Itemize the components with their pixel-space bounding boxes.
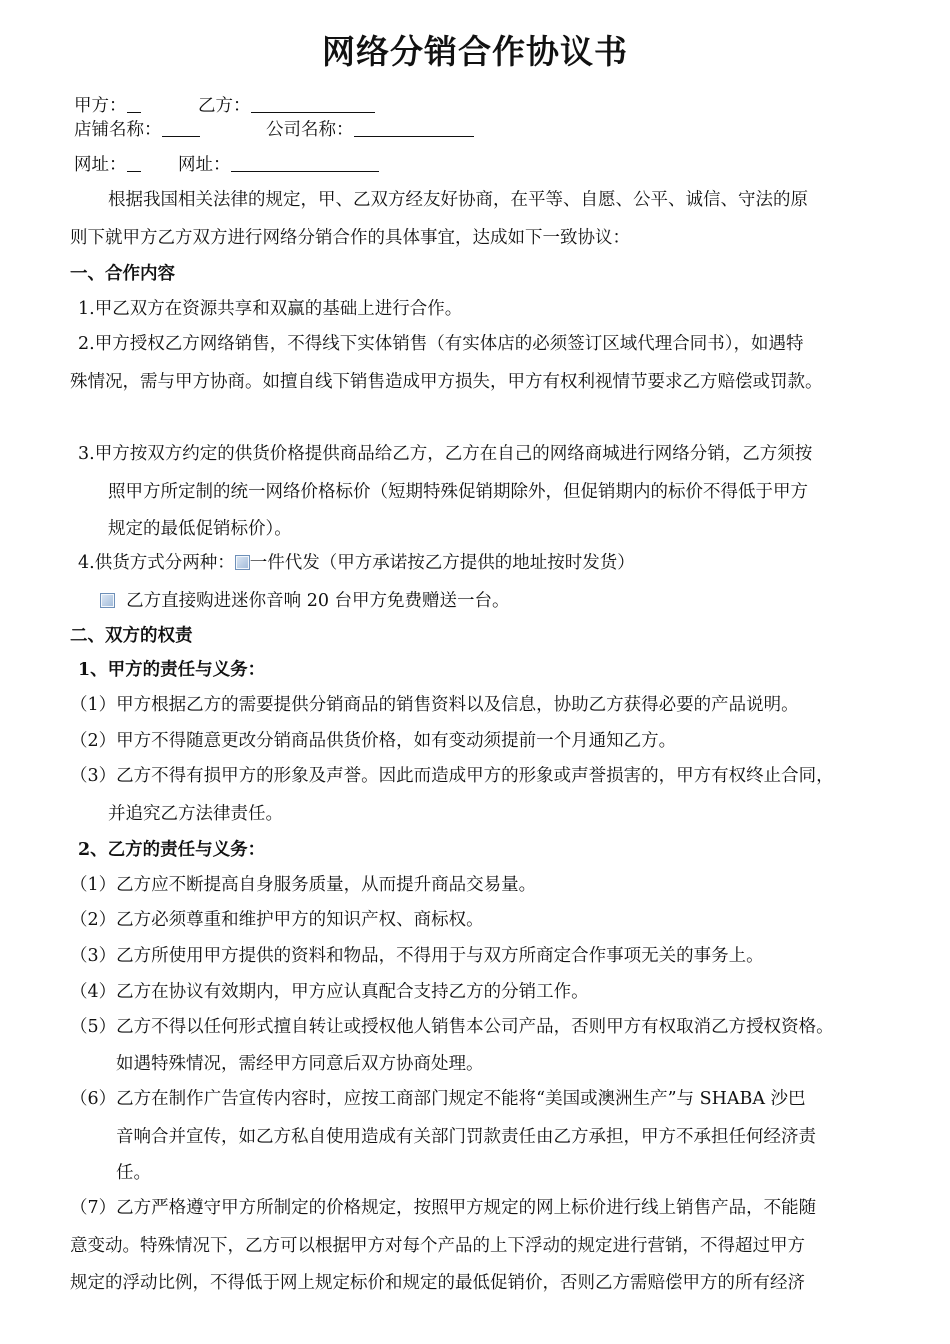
company-name-field (266, 118, 474, 142)
website-b-blank[interactable] (231, 153, 379, 172)
dropship-checkbox[interactable] (235, 555, 250, 570)
party-a-duties-heading: 1、甲方的责任与义务： (78, 660, 266, 680)
party-b-duty-5-line-1: （5）乙方不得以任何形式擅自转让或授权他人销售本公司产品，否则甲方有权取消乙方授权资格。 (70, 1017, 834, 1037)
party-a-duty-2: （2）甲方不得随意更改分销商品供货价格，如有变动须提前一个月通知乙方。 (70, 731, 677, 751)
clause-1-2-line-2: 殊情况，需与甲方协商。如擅自线下销售造成甲方损失，甲方有权利视情节要求乙方赔偿或罚款。 (70, 372, 823, 392)
supply-method-label: 4.供货方式分两种： (78, 553, 235, 573)
website-a-field (74, 153, 141, 177)
clause-1-3-line-2: 照甲方所定制的统一网络价格标价（短期特殊促销期除外，但促销期内的标价不得低于甲方 (108, 482, 808, 502)
clause-1-4-option-2 (100, 589, 510, 613)
party-a-duty-3-line-1: （3）乙方不得有损甲方的形象及声誉。因此而造成甲方的形象或声誉损害的，甲方有权终止合同， (70, 766, 834, 786)
party-a-field (74, 94, 141, 118)
shop-name-label: 店铺名称： (74, 120, 162, 140)
intro-line-2: 则下就甲方乙方双方进行网络分销合作的具体事宜，达成如下一致协议： (70, 228, 630, 248)
intro-line-1: 根据我国相关法律的规定，甲、乙双方经友好协商，在平等、自愿、公平、诚信、守法的原 (108, 190, 808, 210)
clause-1-3-line-1: 3.甲方按双方约定的供货价格提供商品给乙方，乙方在自己的网络商城进行网络分销，乙方须按 (78, 444, 813, 464)
party-b-field (198, 94, 375, 118)
direct-purchase-option-label: 乙方直接购进迷你音响 20 台甲方免费赠送一台。 (126, 591, 510, 611)
party-b-duty-7-line-3: 规定的浮动比例，不得低于网上规定标价和规定的最低促销价，否则乙方需赔偿甲方的所有经济 (70, 1273, 805, 1293)
party-b-blank[interactable] (251, 94, 375, 113)
clause-1-1: 1.甲乙双方在资源共享和双赢的基础上进行合作。 (78, 299, 463, 319)
party-a-blank[interactable] (127, 94, 141, 113)
party-b-duties-heading: 2、乙方的责任与义务： (78, 840, 266, 860)
website-a-label: 网址： (74, 155, 127, 175)
clause-1-3-line-3: 规定的最低促销标价）。 (108, 519, 292, 539)
section-1-heading: 一、合作内容 (70, 264, 175, 284)
party-a-label: 甲方： (74, 96, 127, 116)
company-name-blank[interactable] (354, 118, 474, 137)
clause-1-4 (78, 551, 635, 575)
dropship-option-label: 一件代发（甲方承诺按乙方提供的地址按时发货） (249, 553, 635, 573)
party-a-duty-3-line-2: 并追究乙方法律责任。 (108, 804, 283, 824)
party-b-duty-4: （4）乙方在协议有效期内，甲方应认真配合支持乙方的分销工作。 (70, 982, 589, 1002)
party-b-duty-5-line-2: 如遇特殊情况，需经甲方同意后双方协商处理。 (116, 1054, 484, 1074)
company-name-label: 公司名称： (266, 120, 354, 140)
party-b-duty-6-line-3: 任。 (116, 1163, 151, 1183)
website-b-label: 网址： (178, 155, 231, 175)
party-b-duty-1: （1）乙方应不断提高自身服务质量，从而提升商品交易量。 (70, 875, 537, 895)
party-b-duty-6-line-1: （6）乙方在制作广告宣传内容时，应按工商部门规定不能将“美国或澳洲生产”与 SHABA 沙巴 (70, 1089, 806, 1109)
party-b-duty-7-line-1: （7）乙方严格遵守甲方所制定的价格规定，按照甲方规定的网上标价进行线上销售产品，不能随 (70, 1198, 817, 1218)
document-title: 网络分销合作协议书 (322, 32, 628, 71)
party-b-duty-6-line-2: 音响合并宣传，如乙方私自使用造成有关部门罚款责任由乙方承担，甲方不承担任何经济责 (116, 1127, 816, 1147)
party-b-duty-2: （2）乙方必须尊重和维护甲方的知识产权、商标权。 (70, 910, 484, 930)
party-b-duty-3: （3）乙方所使用甲方提供的资料和物品，不得用于与双方所商定合作事项无关的事务上。 (70, 946, 764, 966)
shop-name-field (74, 118, 200, 142)
shop-name-blank[interactable] (162, 118, 200, 137)
website-b-field (178, 153, 379, 177)
website-a-blank[interactable] (127, 153, 141, 172)
section-2-heading: 二、双方的权责 (70, 626, 193, 646)
party-a-duty-1: （1）甲方根据乙方的需要提供分销商品的销售资料以及信息，协助乙方获得必要的产品说明。 (70, 695, 799, 715)
clause-1-2-line-1: 2.甲方授权乙方网络销售，不得线下实体销售（有实体店的必须签订区域代理合同书），如遇特 (78, 334, 804, 354)
party-b-duty-7-line-2: 意变动。特殊情况下，乙方可以根据甲方对每个产品的上下浮动的规定进行营销，不得超过甲方 (70, 1236, 805, 1256)
direct-purchase-checkbox[interactable] (100, 593, 115, 608)
party-b-label: 乙方： (198, 96, 251, 116)
